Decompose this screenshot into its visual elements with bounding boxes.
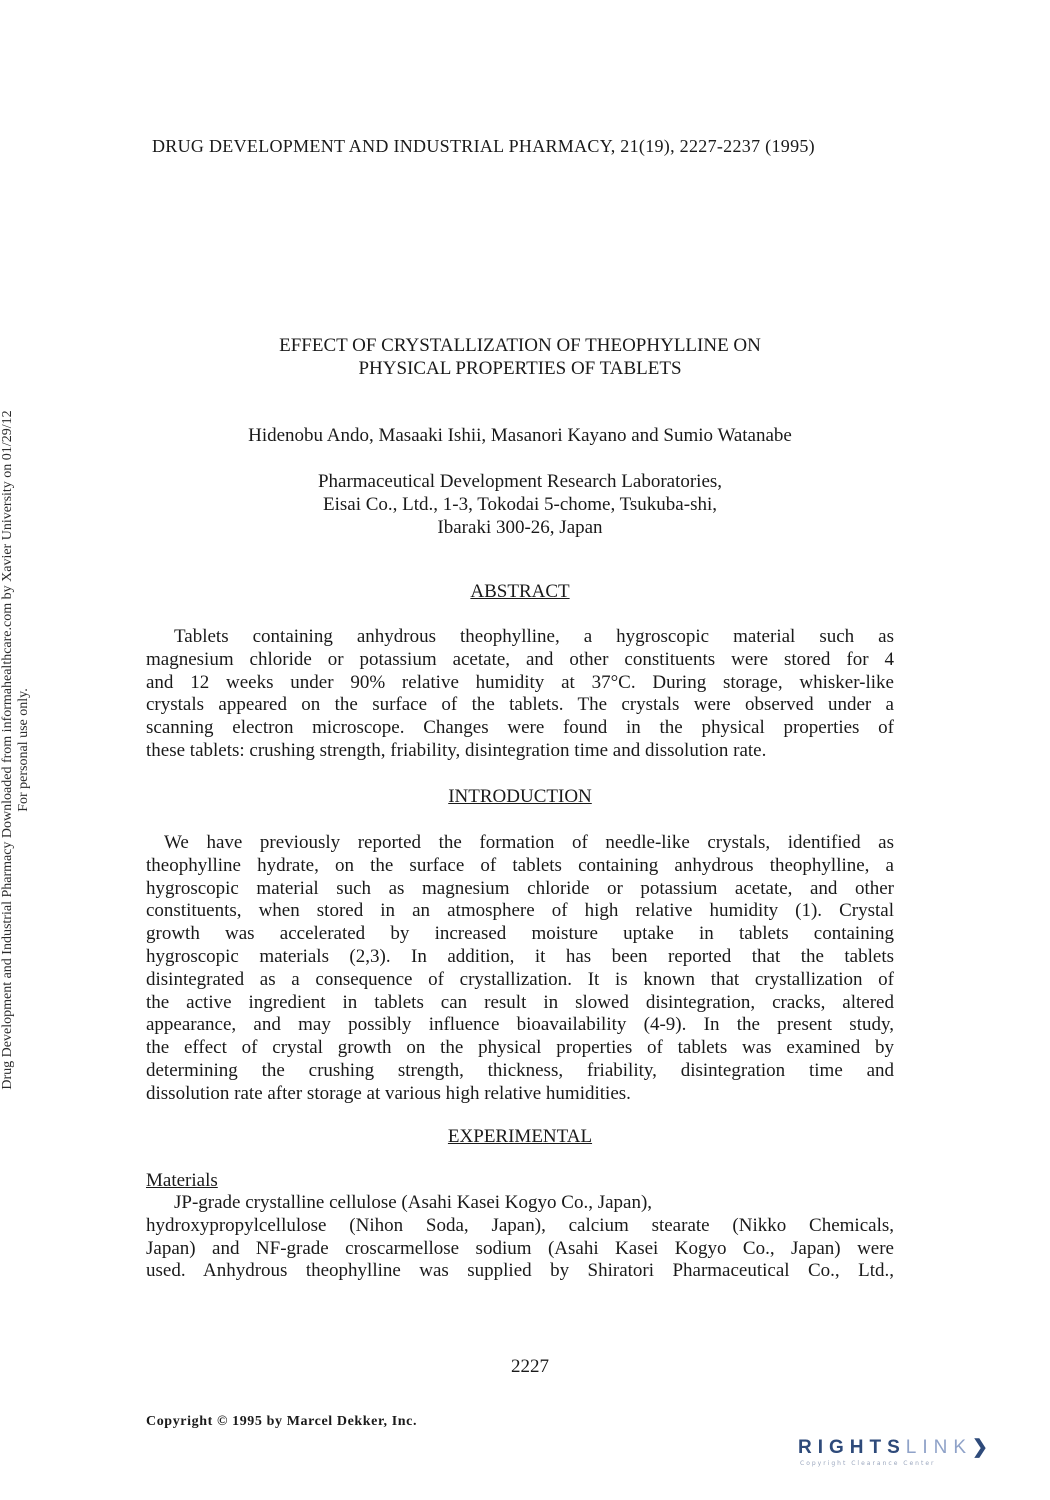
introduction-line: the active ingredient in tablets can result in slowed disintegration, cracks, altered: [146, 991, 894, 1013]
introduction-line: dissolution rate after storage at various high relative humidities.: [146, 1082, 631, 1104]
introduction-line: hygroscopic material such as magnesium chloride or potassium acetate, and other: [146, 877, 894, 899]
materials-line: Japan) and NF-grade croscarmellose sodium (Asahi Kasei Kogyo Co., Japan) were: [146, 1237, 894, 1259]
author-list: Hidenobu Ando, Masaaki Ishii, Masanori Kayano and Sumio Watanabe: [248, 425, 792, 446]
abstract-line: and 12 weeks under 90% relative humidity at 37°C. During storage, whisker-like: [146, 671, 894, 693]
article-title: [140, 334, 900, 380]
introduction-heading: INTRODUCTION: [448, 786, 592, 807]
rightslink-arrow-icon: ❯: [972, 1437, 988, 1458]
affiliation: [140, 470, 900, 539]
rightslink-wordmark: [798, 1436, 1034, 1459]
affiliation-line1: Pharmaceutical Development Research Laboratories,: [317, 471, 723, 492]
rightslink-logo[interactable]: [798, 1436, 1034, 1467]
experimental-heading: EXPERIMENTAL: [447, 1126, 593, 1147]
introduction-line: disintegrated as a consequence of crystallization. It is known that crystallization of: [146, 968, 894, 990]
running-header: DRUG DEVELOPMENT AND INDUSTRIAL PHARMACY, 21(19), 2227-2237 (1995): [152, 136, 815, 156]
abstract-line: Tablets containing anhydrous theophylline, a hygroscopic material such as: [174, 626, 894, 647]
page-number: 2227: [511, 1356, 549, 1377]
introduction-line: constituents, when stored in an atmosphere of high relative humidity (1). Crystal: [146, 900, 894, 922]
materials-line: JP-grade crystalline cellulose (Asahi Kasei Kogyo Co., Japan),: [174, 1192, 653, 1213]
download-notice: [0, 330, 32, 1170]
introduction-line: theophylline hydrate, on the surface of tablets containing anhydrous theophylline, a: [146, 854, 894, 876]
abstract-line: magnesium chloride or potassium acetate, and other constituents were stored for 4: [146, 648, 894, 670]
abstract-line: scanning electron microscope. Changes were found in the physical properties of: [146, 717, 894, 739]
abstract-heading: ABSTRACT: [470, 581, 570, 602]
affiliation-line2: Eisai Co., Ltd., 1-3, Tokodai 5-chome, Tsukuba-shi,: [322, 494, 717, 515]
introduction-line: growth was accelerated by increased moisture uptake in tablets containing: [146, 923, 894, 945]
materials-line: used. Anhydrous theophylline was supplied by Shiratori Pharmaceutical Co., Ltd.,: [146, 1260, 894, 1282]
abstract-line: crystals appeared on the surface of the tablets. The crystals were observed under a: [146, 694, 894, 716]
introduction-line: the effect of crystal growth on the physical properties of tablets was examined by: [146, 1037, 894, 1059]
abstract-body: [146, 626, 894, 763]
download-notice-line2: For personal use only.: [16, 688, 31, 812]
affiliation-line3: Ibaraki 300-26, Japan: [437, 517, 603, 538]
rightslink-logo-light: LINK: [905, 1437, 973, 1458]
materials-line: hydroxypropylcellulose (Nihon Soda, Japan), calcium stearate (Nikko Chemicals,: [146, 1214, 894, 1236]
introduction-line: We have previously reported the formation of needle-like crystals, identified as: [164, 832, 894, 853]
rightslink-logo-dark: RIGHTS: [798, 1437, 906, 1458]
introduction-line: hygroscopic materials (2,3). In addition, it has been reported that the tablets: [146, 945, 894, 967]
rightslink-tagline: Copyright Clearance Center: [800, 1460, 936, 1467]
introduction-body: [146, 832, 894, 1106]
introduction-line: determining the crushing strength, thickness, friability, disintegration time and: [146, 1059, 894, 1081]
materials-body: [146, 1192, 894, 1283]
materials-subheading: Materials: [146, 1170, 218, 1191]
abstract-line: these tablets: crushing strength, friability, disintegration time and dissolution rate.: [146, 739, 767, 761]
download-notice-line1: Drug Development and Industrial Pharmacy Downloaded from informahealthcare.com by Xavier University on 01/29/12: [0, 410, 15, 1090]
introduction-line: appearance, and may possibly influence bioavailability (4-9). In the present study,: [146, 1014, 894, 1036]
copyright-notice: Copyright © 1995 by Marcel Dekker, Inc.: [146, 1414, 418, 1429]
article-title-line2: PHYSICAL PROPERTIES OF TABLETS: [358, 358, 682, 379]
article-title-line1: EFFECT OF CRYSTALLIZATION OF THEOPHYLLINE ON: [279, 335, 761, 356]
